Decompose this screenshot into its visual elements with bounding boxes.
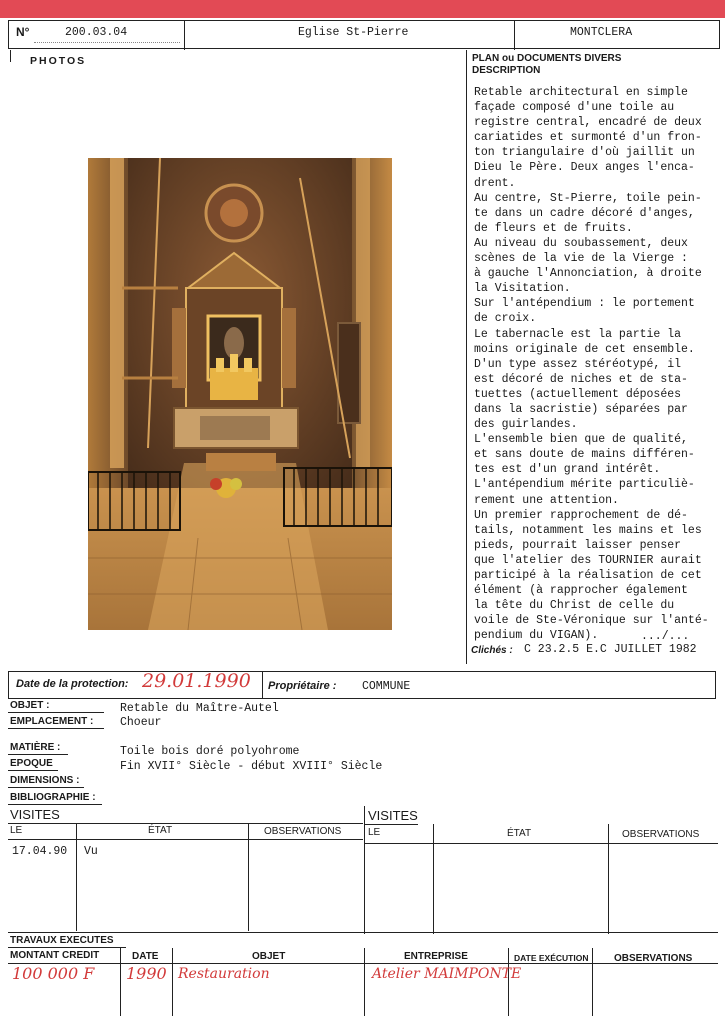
col-le-right: LE — [368, 827, 381, 838]
description-line: de fleurs et de fruits. — [474, 221, 633, 235]
underline — [8, 787, 84, 788]
photos-tick — [10, 50, 11, 62]
matiere-value: Toile bois doré polyohrome — [120, 745, 300, 758]
underline — [8, 754, 68, 755]
visites-title-left: VISITES — [10, 807, 60, 822]
header-divider — [514, 20, 515, 50]
matiere-label: MATIÈRE : — [10, 742, 61, 753]
description-line: D'un type assez stéréotypé, il — [474, 357, 682, 371]
table-divider — [120, 948, 121, 1016]
protection-divider — [262, 671, 263, 699]
col-observations-left: OBSERVATIONS — [264, 826, 342, 837]
church-name: Eglise St-Pierre — [298, 26, 409, 39]
table-rule — [364, 824, 418, 825]
table-divider — [592, 948, 593, 1016]
objet-label: OBJET : — [10, 700, 50, 711]
objet-value: Retable du Maître-Autel — [120, 702, 279, 715]
col-observations-right: OBSERVATIONS — [622, 829, 700, 840]
description-line: cariatides et surmonté d'un fron- — [474, 131, 702, 145]
visites-title-right: VISITES — [368, 808, 418, 823]
bibliographie-label: BIBLIOGRAPHIE : — [10, 792, 96, 803]
table-rule — [8, 963, 718, 964]
description-line: dans la sacristie) séparées par — [474, 402, 688, 416]
table-divider — [248, 823, 249, 931]
description-line: registre central, encadré de deux — [474, 116, 702, 130]
description-line: la Visitation. — [474, 282, 571, 296]
continued-marker: .../... — [641, 630, 690, 643]
description-line: est décoré de niches et de sta- — [474, 372, 688, 386]
description-line: Sur l'antépendium : le portement — [474, 297, 695, 311]
description-line: moins originale de cet ensemble. — [474, 342, 695, 356]
table-rule — [8, 947, 126, 948]
dimensions-label: DIMENSIONS : — [10, 775, 80, 786]
table-divider — [364, 806, 365, 934]
description-line: ton triangulaire d'où jaillit un — [474, 146, 695, 160]
description-line: Au niveau du soubassement, deux — [474, 236, 688, 250]
table-divider — [172, 948, 173, 1016]
description-line: Retable architectural en simple — [474, 86, 688, 99]
owner-value: COMMUNE — [362, 680, 411, 693]
description-line: que l'atelier des TOURNIER aurait — [474, 553, 702, 567]
travaux-entreprise: Atelier MAIMPONTE — [372, 966, 522, 982]
table-divider — [608, 824, 609, 934]
table-rule — [8, 932, 718, 933]
description-line: participé à la réalisation de cet — [474, 569, 702, 582]
table-divider — [364, 948, 365, 1016]
dotted-line — [34, 42, 180, 43]
table-divider — [76, 823, 77, 931]
col-objet: OBJET — [252, 951, 286, 962]
travaux-date: 1990 — [126, 964, 167, 983]
travaux-objet: Restauration — [178, 966, 270, 982]
table-rule — [8, 839, 363, 840]
col-montant: MONTANT CREDIT — [10, 950, 100, 961]
description-line: à gauche l'Annonciation, à droite — [474, 267, 702, 281]
travaux-title: TRAVAUX EXECUTES — [10, 935, 114, 946]
table-divider — [508, 948, 509, 1016]
description-line: Le tabernacle est la partie la — [474, 327, 682, 341]
epoque-value: Fin XVII° Siècle - début XVIII° Siècle — [120, 760, 383, 773]
table-rule — [364, 843, 718, 844]
description-line: pendium du VIGAN). — [474, 629, 599, 643]
plan-title — [472, 53, 621, 77]
photos-label: PHOTOS — [30, 55, 87, 67]
header-divider — [184, 20, 185, 50]
description-line: drent. — [474, 176, 516, 190]
description-line: élément (à rapprocher également — [474, 584, 688, 598]
underline — [8, 804, 102, 805]
number-label: N° — [16, 25, 30, 39]
description-line: tuettes (actuellement déposées — [474, 387, 682, 401]
table-divider — [433, 824, 434, 934]
top-color-band — [0, 0, 725, 18]
emplacement-value: Choeur — [120, 716, 162, 729]
description-line: façade composé d'une toile au — [474, 101, 675, 115]
record-number: 200.03.04 — [65, 26, 128, 39]
plan-title-line1: PLAN ou DOCUMENTS DIVERS — [472, 53, 622, 64]
protection-date-label: Date de la protection: — [16, 678, 129, 690]
description-line: te dans un cadre décoré d'anges, — [474, 206, 695, 220]
col-le-left: LE — [10, 825, 23, 836]
description-line: la tête du Christ de celle du — [474, 599, 675, 613]
description-line: L'ensemble bien que de qualité, — [474, 433, 688, 447]
underline — [8, 712, 104, 713]
description-line: voile de Ste-Véronique sur l'anté- — [474, 614, 709, 628]
col-date-execution: DATE EXÉCUTION — [514, 953, 589, 963]
visit-etat: Vu — [84, 845, 98, 858]
col-date: DATE — [132, 951, 159, 962]
commune-name: MONTCLERA — [570, 26, 633, 39]
col-observations-travaux: OBSERVATIONS — [614, 953, 693, 964]
description-line: Dieu le Père. Deux anges l'enca- — [474, 161, 695, 175]
description-line: rement une attention. — [474, 493, 619, 507]
visit-date: 17.04.90 — [12, 845, 68, 858]
emplacement-label: EMPLACEMENT : — [10, 716, 94, 727]
description-line: Un premier rapprochement de dé- — [474, 508, 688, 522]
description-line: Au centre, St-Pierre, toile pein- — [474, 191, 702, 205]
table-rule — [8, 823, 363, 824]
cliches-label: Clichés : — [471, 645, 513, 656]
travaux-montant: 100 000 F — [12, 964, 95, 983]
epoque-label: EPOQUE — [10, 758, 53, 769]
description-line: de croix. — [474, 312, 537, 326]
description-line: des guirlandes. — [474, 418, 578, 432]
description-line: L'antépendium mérite particuliè- — [474, 478, 695, 492]
col-etat-left: ÉTAT — [148, 825, 173, 836]
description-line: scènes de la vie de la Vierge : — [474, 252, 688, 266]
protection-date-value: 29.01.1990 — [142, 670, 251, 692]
underline — [8, 728, 104, 729]
description-line: et sans doute de mains différen- — [474, 448, 695, 462]
altarpiece-photo — [88, 158, 392, 630]
plan-title-line2: DESCRIPTION — [472, 65, 541, 76]
owner-label: Propriétaire : — [268, 680, 337, 692]
col-etat-right: ÉTAT — [507, 828, 532, 839]
description-line: tails, notamment les mains et les — [474, 523, 702, 537]
col-entreprise: ENTREPRISE — [404, 951, 468, 962]
underline — [8, 770, 58, 771]
cliches-value: C 23.2.5 E.C JUILLET 1982 — [524, 643, 697, 656]
description-text — [474, 85, 719, 643]
description-line: pieds, pourrait laisser penser — [474, 538, 682, 552]
column-divider — [466, 50, 467, 664]
description-line: tes est d'un grand intérêt. — [474, 463, 661, 477]
